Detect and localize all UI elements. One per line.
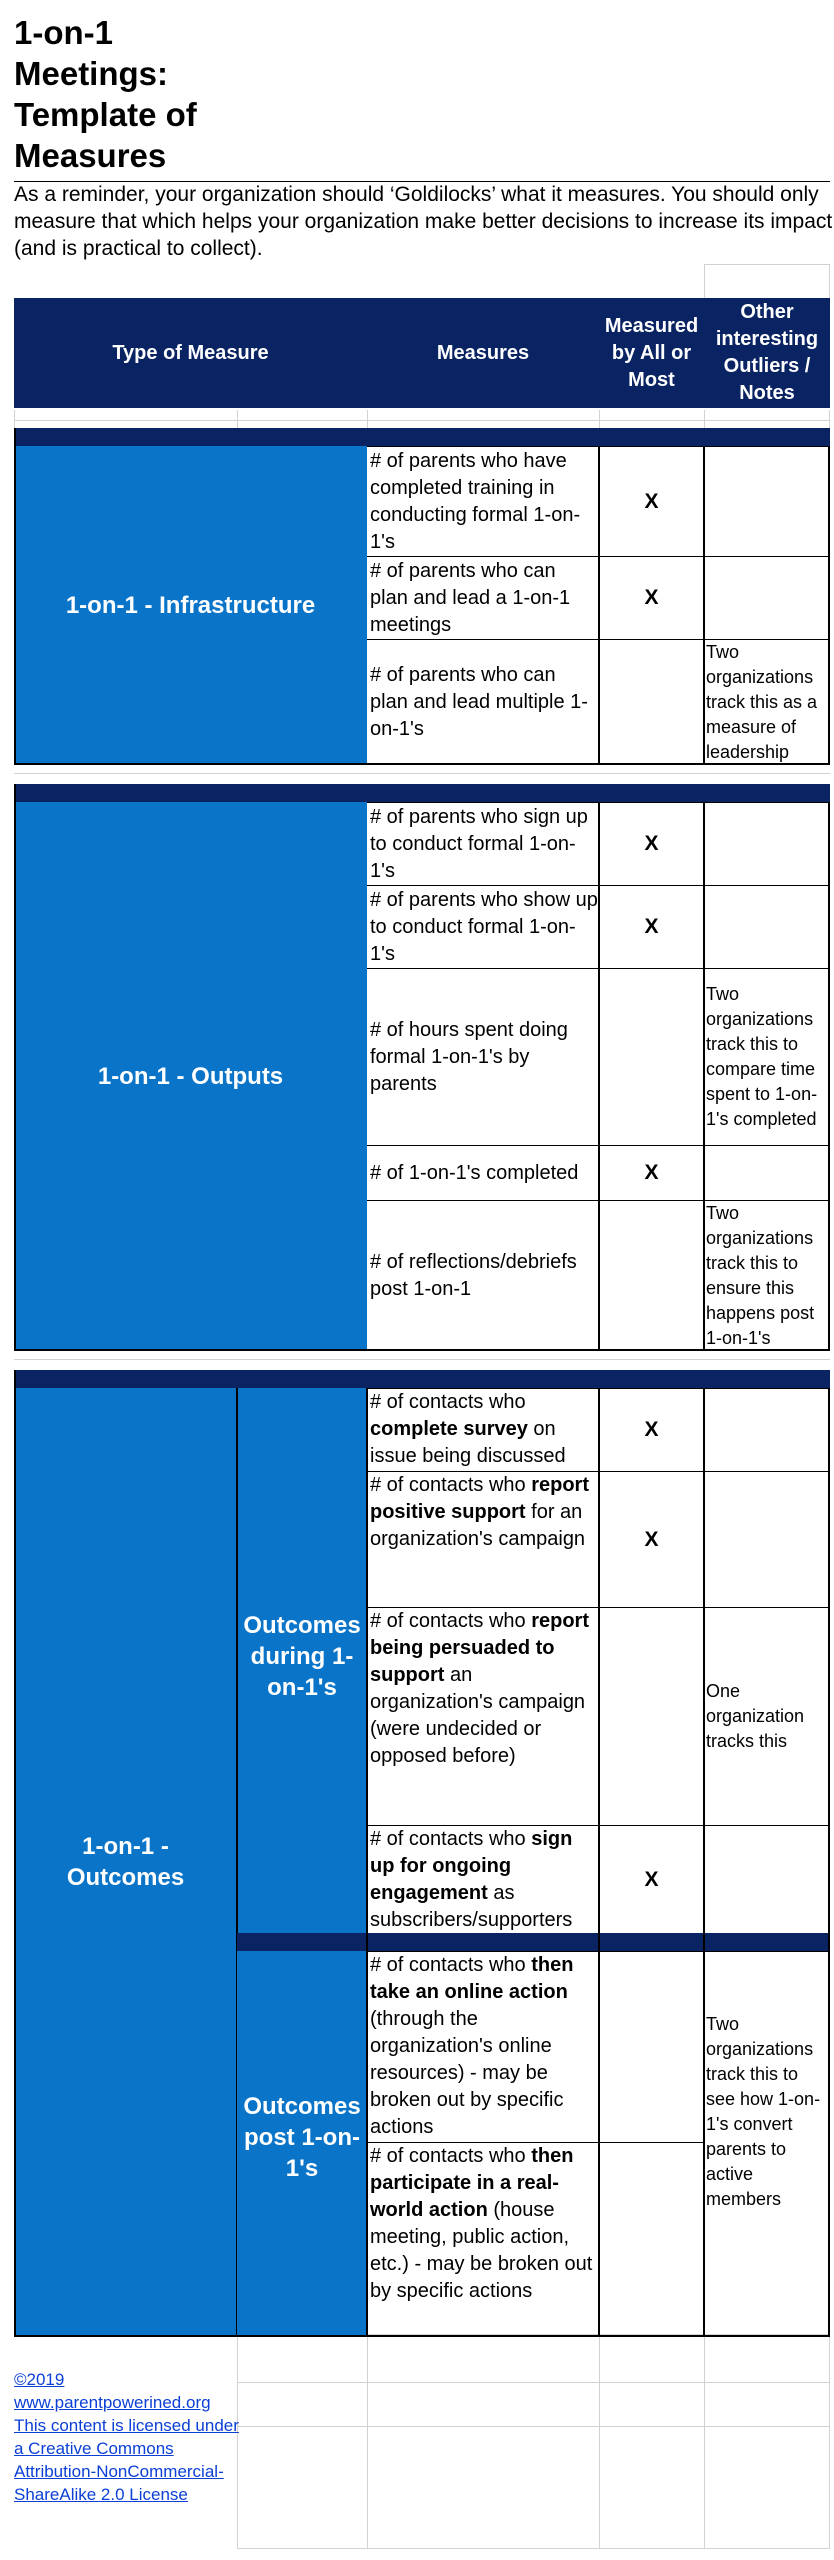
measure-emphasis: complete survey: [370, 1418, 528, 1440]
note-cell: [704, 1471, 830, 1607]
measure-emphasis: then take an online action: [370, 1954, 574, 2003]
note-cell: [704, 1145, 830, 1200]
measure-cell: # of parents who have completed training in conducting formal 1-on-1's: [367, 446, 599, 556]
table-border: [14, 428, 16, 764]
note-cell: [704, 802, 830, 885]
gridline: [14, 773, 830, 774]
table-border: [598, 446, 600, 764]
note-cell: Two organizations track this as a measure of leadership: [704, 639, 830, 764]
measured-mark: [599, 1200, 704, 1350]
measure-text: as subscribers/supporters: [370, 1882, 573, 1931]
measured-mark: X: [599, 556, 704, 639]
measure-text: (through the organization's online resources) - may be broken out by specific actions: [370, 2008, 564, 2138]
measured-mark: [599, 1607, 704, 1825]
note-cell: [704, 1825, 830, 1933]
subgroup-band: [237, 1933, 830, 1951]
table-border: [828, 446, 830, 764]
gridline: [367, 410, 368, 428]
measured-mark: X: [599, 885, 704, 968]
page-title: 1-on-1 Meetings: Template of Measures: [14, 14, 197, 174]
measure-cell: [367, 1951, 599, 2142]
measure-text: # of contacts who: [370, 1610, 532, 1632]
measure-text: on issue being discussed: [370, 1418, 566, 1467]
measure-text: # of contacts who: [370, 1828, 532, 1850]
note-cell: [704, 556, 830, 639]
measure-cell: # of hours spent doing formal 1-on-1's by parents: [367, 968, 599, 1145]
section-band: [14, 1370, 830, 1388]
header-notes: Other interesting Outliers / Notes: [715, 301, 819, 404]
measure-text: # of contacts who: [370, 2145, 532, 2167]
section-band: [14, 428, 830, 446]
measure-cell: # of reflections/debriefs post 1-on-1: [367, 1200, 599, 1350]
measured-mark: X: [599, 802, 704, 885]
note-cell: [704, 885, 830, 968]
note-cell-shared: Two organizations track this to see how 1-on-1's convert parents to active members: [704, 1951, 830, 2336]
measure-text: # of contacts who: [370, 1474, 532, 1496]
table-border: [14, 784, 16, 1350]
gridline: [829, 264, 830, 298]
table-border: [598, 802, 600, 1350]
note-cell: Two organizations track this to compare time spent to 1-on-1's completed: [704, 968, 830, 1145]
header-measured-by: Measured by All or Most: [604, 314, 699, 391]
measure-text: for an organization's campaign: [370, 1501, 586, 1550]
gridline: [14, 410, 15, 428]
gridline: [237, 2426, 830, 2427]
measured-mark: X: [599, 1388, 704, 1471]
measure-cell: # of parents who sign up to conduct formal 1-on-1's: [367, 802, 599, 885]
measure-cell: [367, 1388, 599, 1471]
section-label-outputs: 1-on-1 - Outputs: [97, 1062, 284, 1090]
measured-mark: X: [599, 446, 704, 556]
measured-mark: [599, 639, 704, 764]
measure-cell: [367, 1471, 599, 1607]
measured-mark: X: [599, 1825, 704, 1933]
measure-cell: # of 1-on-1's completed: [367, 1145, 599, 1200]
measure-cell: # of parents who can plan and lead a 1-on-1 meetings: [367, 556, 599, 639]
measured-mark: X: [599, 1145, 704, 1200]
table-border: [828, 1388, 830, 2336]
measure-emphasis: report being persuaded to support: [370, 1610, 589, 1686]
table-border: [14, 763, 830, 765]
table-border: [828, 802, 830, 1350]
note-cell: Two organizations track this to ensure this happens post 1-on-1's: [704, 1200, 830, 1350]
gridline: [237, 2548, 830, 2549]
note-cell: [704, 1388, 830, 1471]
gridline: [829, 2334, 830, 2548]
measured-mark: [599, 968, 704, 1145]
gridline: [599, 2334, 600, 2548]
subgroup-label-post: Outcomes post 1-on-1's: [243, 2093, 361, 2182]
gridline: [704, 2334, 705, 2548]
table-border: [14, 1349, 830, 1351]
table-border: [703, 446, 705, 764]
section-label-outcomes: 1-on-1 - Outcomes: [66, 1833, 185, 1891]
measured-mark: [599, 1951, 704, 2142]
measured-mark: [599, 2142, 704, 2336]
measured-mark: X: [599, 1471, 704, 1607]
table-border: [14, 2335, 830, 2337]
license-link[interactable]: ©2019 www.parentpowerined.org This content is licensed under a Creative Commons Attribution-NonCommercial-ShareAlike 2.0 License: [14, 2370, 239, 2504]
measure-text: # of contacts who: [370, 1954, 532, 1976]
measure-text: an organization's campaign (were undecided or opposed before): [370, 1664, 586, 1767]
measure-emphasis: sign up for ongoing engagement: [370, 1828, 573, 1904]
gridline: [704, 410, 705, 428]
measure-cell: [367, 1607, 599, 1825]
section-label-infrastructure: 1-on-1 - Infrastructure: [65, 591, 316, 619]
measure-cell: # of parents who show up to conduct formal 1-on-1's: [367, 885, 599, 968]
note-cell: One organization tracks this: [704, 1607, 830, 1825]
header-type-of-measure: Type of Measure: [112, 341, 269, 364]
table-border: [703, 802, 705, 1350]
table-border: [598, 1388, 600, 2336]
subgroup-label-during: Outcomes during 1-on-1's: [243, 1612, 361, 1701]
table-border: [14, 1370, 16, 2336]
gridline: [704, 264, 705, 298]
header-measures: Measures: [436, 341, 530, 364]
section-band: [14, 784, 830, 802]
measure-cell: [367, 1825, 599, 1933]
table-border: [366, 1388, 368, 2336]
measure-text: (house meeting, public action, etc.) - may be broken out by specific actions: [370, 2199, 593, 2302]
gridline: [14, 1359, 830, 1360]
gridline: [14, 420, 830, 421]
table-border: [703, 1388, 705, 2336]
gridline: [704, 264, 830, 265]
gridline: [599, 410, 600, 428]
gridline: [829, 410, 830, 428]
intro-paragraph: As a reminder, your organization should ‘Goldilocks’ what it measures. You should only measure that which helps your organization make better decisions to increase its impact (and is practical to collect).: [14, 183, 833, 260]
gridline: [237, 2382, 830, 2383]
gridline: [367, 2334, 368, 2548]
measure-text: # of contacts who: [370, 1391, 526, 1413]
measure-emphasis: report positive support: [370, 1474, 589, 1523]
gridline: [237, 410, 238, 428]
note-cell: [704, 446, 830, 556]
measure-cell: # of parents who can plan and lead multiple 1-on-1's: [367, 639, 599, 764]
measure-emphasis: then participate in a real-world action: [370, 2145, 574, 2221]
measure-cell: [367, 2142, 599, 2336]
